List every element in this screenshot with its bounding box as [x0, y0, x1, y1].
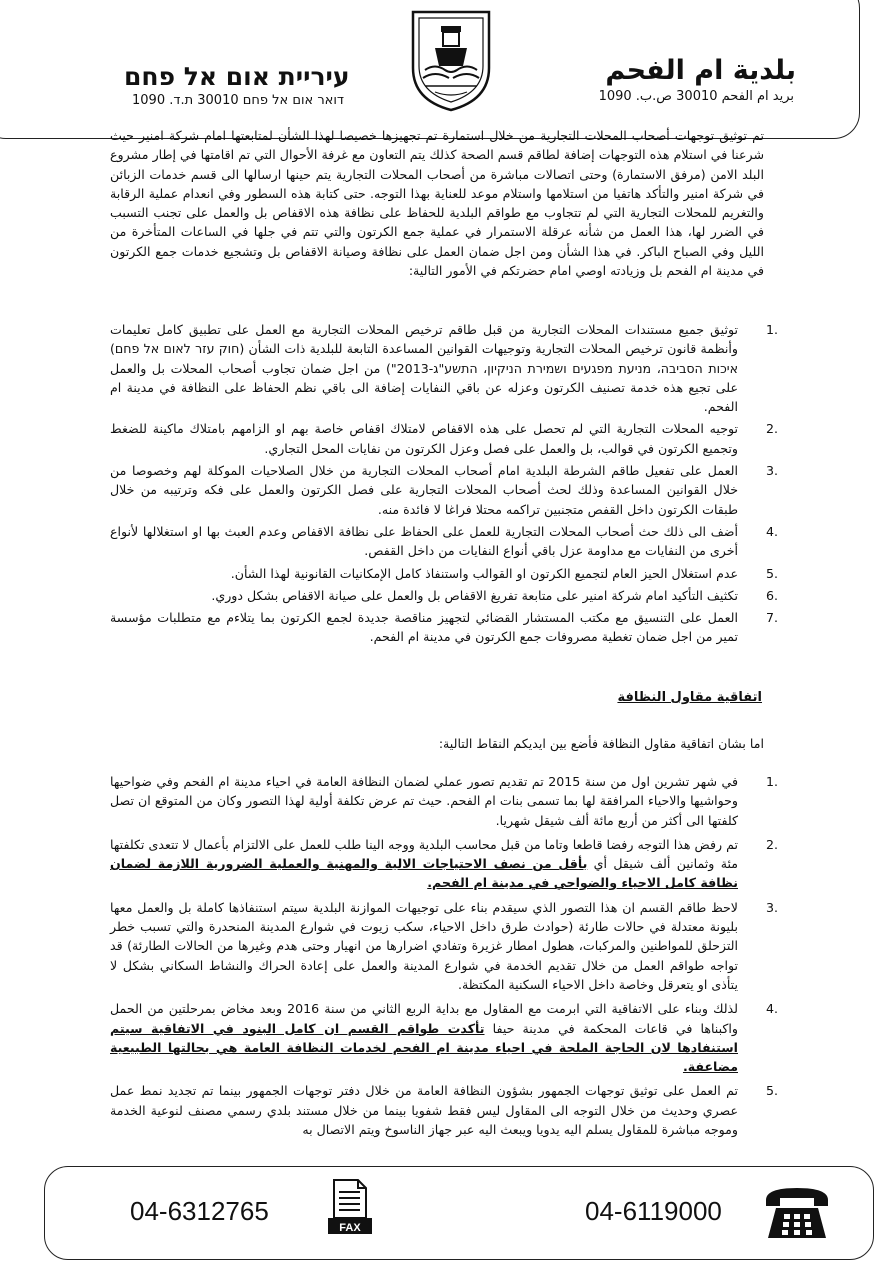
arabic-address: بريد ام الفحم 30010 ص.ب. 1090 [598, 89, 794, 104]
fax-label: FAX [339, 1222, 361, 1234]
list-item: 4. أضف الى ذلك حث أصحاب المحلات التجارية للعمل على الحفاظ على نظافة الاقفاص وعدم العبث بها او استغلالها لأنواع أخرى من النفايات مع مداومة عزل باقي أنواع النفايات من داخل القفص. [110, 523, 778, 559]
municipality-logo [405, 8, 497, 112]
list-item: 4. لذلك وبناء على الاتفاقية التي ابرمت مع المقاول مع بداية الربع الثاني من سنة 2016 وبعد مخاض بمرحلتين من الحمل واكبناها في قاعات المحكمة في مدينة حيفا تأكدت طواقم القسم ان كامل البنود في الاتفاقية سيتم استنفادها لان الحاجة الملحة في احياء مدينة ام الفحم لخدمات النظافة العامة هي بحالتها الطبيعية مضاعفة. [110, 1001, 778, 1075]
telephone-icon [762, 1182, 832, 1242]
fax-number: 04-6312765 [130, 1196, 269, 1226]
list-item: 3. لاحظ طاقم القسم ان هذا التصور الذي سيقدم بناء على توجيهات الموازنة البلدية سيتم استنفاذها كاملة بل والعمل معها بليونة معتدلة في حالات طارئة (حوادث طرق داخل الاحياء، سكب زيوت في شوارع المدينة المنحدرة والتي تسبب خطر التزحلق للمواطنين والمركبات، هطول امطار غزيرة وتفادي اضرارها من انهيار وحتى هدم وغيرها من الحالات الطارئة) قد تواجه طواقم العمل من خلال تقديم الخدمة في شوارع المدينة والعمل على إعادة الحراك والنشاط السكاني بشكل لا يتأذى او يتعرقل وخاصة داخل الاحياء السكنية المكتظة. [110, 899, 778, 992]
hebrew-municipality-name: עיריית אום אל פחם [124, 62, 350, 91]
list-item: 6. تكثيف التأكيد امام شركة امنير على متابعة تفريغ الاقفاص بل والعمل على صيانة الاقفاص بشكل دوري. [211, 587, 778, 603]
list-item: 2. تم رفض هذا التوجه رفضا قاطعا وتاما من قبل محاسب البلدية ووجه الينا طلب للعمل على الالتزام بأعمال لا تتعدى تكلفتها مئة وثمانين ألف شيقل أي بأقل من نصف الاحتياجات الالية والمهنية والعملية الضرورية اللازمة لضمان نظافة كامل الاحياء والضواحي في مدينة ام الفحم. [110, 836, 778, 891]
recommendations-list [110, 320, 778, 650]
list-item: 1. في شهر تشرين اول من سنة 2015 تم تقديم تصور عملي لضمان النظافة العامة في احياء مدينة ام الفحم وفي ضواحيها وحواشيها والاحياء المرافقة لها بما تسمى بنات ام الفحم. حيث تم عرض تكلفة أولية لهذا التصور وكان من المتوقع ان تصل كلفتها الى أكثر من أربع مائة ألف شيقل شهريا. [110, 774, 778, 828]
hebrew-address: דואר אום אל פחם 30010 ת.ד. 1090 [132, 93, 344, 108]
list-item: 2. توجيه المحلات التجارية التي لم تحصل على هذه الاقفاص لامتلاك اقفاص خاصة بهم او الزامهم بامتلاك ماكينة للضغط وتجميع الكرتون في قوالب، بل والعمل على فصل وعزل الكرتون من نفايات المحل التجاري. [110, 421, 778, 456]
emphasized-text: بأقل من نصف الاحتياجات الالية والمهنية والعملية الضرورية اللازمة لضمان نظافة كامل الاحياء والضواحي في مدينة ام الفحم. [110, 856, 738, 891]
fax-icon [326, 1178, 374, 1236]
list-item: 7. العمل على التنسيق مع مكتب المستشار القضائي لتجهيز مناقصة جديدة لجمع الكرتون بما يتلاءم مع متطلبات مؤسسة تمير من اجل ضمان تغطية مصروفات جمع الكرتون في مدينة ام الفحم. [110, 610, 778, 645]
cleaning-contract-list [110, 772, 778, 1144]
section-intro: اما بشان اتفاقية مقاول النظافة فأضع بين ايديكم النقاط التالية: [438, 736, 764, 751]
list-item: 3. العمل على تفعيل طاقم الشرطة البلدية امام أصحاب المحلات التجارية من خلال الصلاحيات الموكلة لهم وخصوصا من خلال القوانين المساعدة وذلك لحث أصحاب المحلات التجارية على فصل الكرتون والعمل على فكه وترتيبه من خلال طبقات الكرتون داخل القفص متجنبين تراكمه محتلا فراغا لا فائدة منه. [110, 463, 778, 517]
list-item: 5. عدم استغلال الحيز العام لتجميع الكرتون او القوالب واستنفاذ كامل الإمكانيات القانونية لهذا الشأن. [230, 565, 778, 581]
arabic-municipality-name: بلدية ام الفحم [605, 55, 796, 86]
emphasized-text: تأكدت طواقم القسم ان كامل البنود في الاتفاقية سيتم استنفادها لان الحاجة الملحة في احياء مدينة ام الفحم لخدمات النظافة العامة هي بحالتها الطبيعية مضاعفة. [110, 1020, 738, 1075]
intro-paragraph: تم توثيق توجهات أصحاب المحلات التجارية من خلال استمارة تم تجهيزها خصيصا لهذا الشأن لمتابعتها امام شركة امنير حيث شرعنا في استلام هذه التوجهات إضافة لطاقم قسم الصحة كذلك يتم التعاون مع غرفة الأحوال التي تم اقامتها في إطار مشروع البلد الامن (مرفق الاستمارة) وحتى اتصالات مباشرة من أصحاب المحلات التجارية يتم حينها ارسالها الى قسم خدمات الزبائن في شركة امنير والتأكد هاتفيا من استلامها واستلام موعد للعناية بهذا التوجه. حتى كتابة هذه السطور وفي انعدام عملية الرقابة والتغريم للمحلات التجارية التي لم تتجاوب مع طواقم البلدية للحفاظ على نظافة هذه الاقفاص بل والعمل على تجنب التسبب في الضرر لها، هذا العمل من شأنه عرقلة الاستمرار في عملية جمع الكرتون والتي تتم في جلها في الساعات المتأخرة من الليل وفي الصباح الباكر. في هذا الشأن ومن اجل ضمان العمل على نظافة وصيانة الاقفاص بل وتشجيع خدمات جمع الكرتون في مدينة ام الفحم بل وزيادته اوصي امام حضرتكم في الأمور التالية: [110, 128, 764, 279]
list-item: 1. توثيق جميع مستندات المحلات التجارية من قبل طاقم ترخيص المحلات التجارية مع العمل على تطبيق كامل تعليمات وأنظمة قانون ترخيص المحلات التجارية وتوجيهات القوانين المساعدة التابعة للبلدية ذات الشأن (חוק עזר לאום אל פחם) איכות הסביבה، מניעת מפגעים ושמירת הניקיון، התשע"ג-2013") من اجل ضمان تجاوب أصحاب المحلات بل والعمل على تجيع هذه خدمة تصنيف الكرتون وعزله عن باقي النفايات إضافة الى باقي نظم الحفاظ على النظافة في مدينة ام الفحم. [110, 322, 778, 415]
section-title: اتفاقية مقاول النظافة [617, 690, 762, 705]
phone-number: 04-6119000 [585, 1196, 722, 1226]
list-item: 5. تم العمل على توثيق توجهات الجمهور بشؤون النظافة العامة من خلال دفتر توجهات الجمهور بينما تم تجديد نمط عمل عصري وحديث من خلال التوجه الى المقاول ليس فقط شفويا بينما من خلال مستند بلدي رسمي مصنف لنوعية الخدمة وموجه مباشرة للمقاول يسلم اليه يدويا ويبعث اليه عبر جهاز الناسوخ ويتم الاتصال به [110, 1083, 778, 1138]
